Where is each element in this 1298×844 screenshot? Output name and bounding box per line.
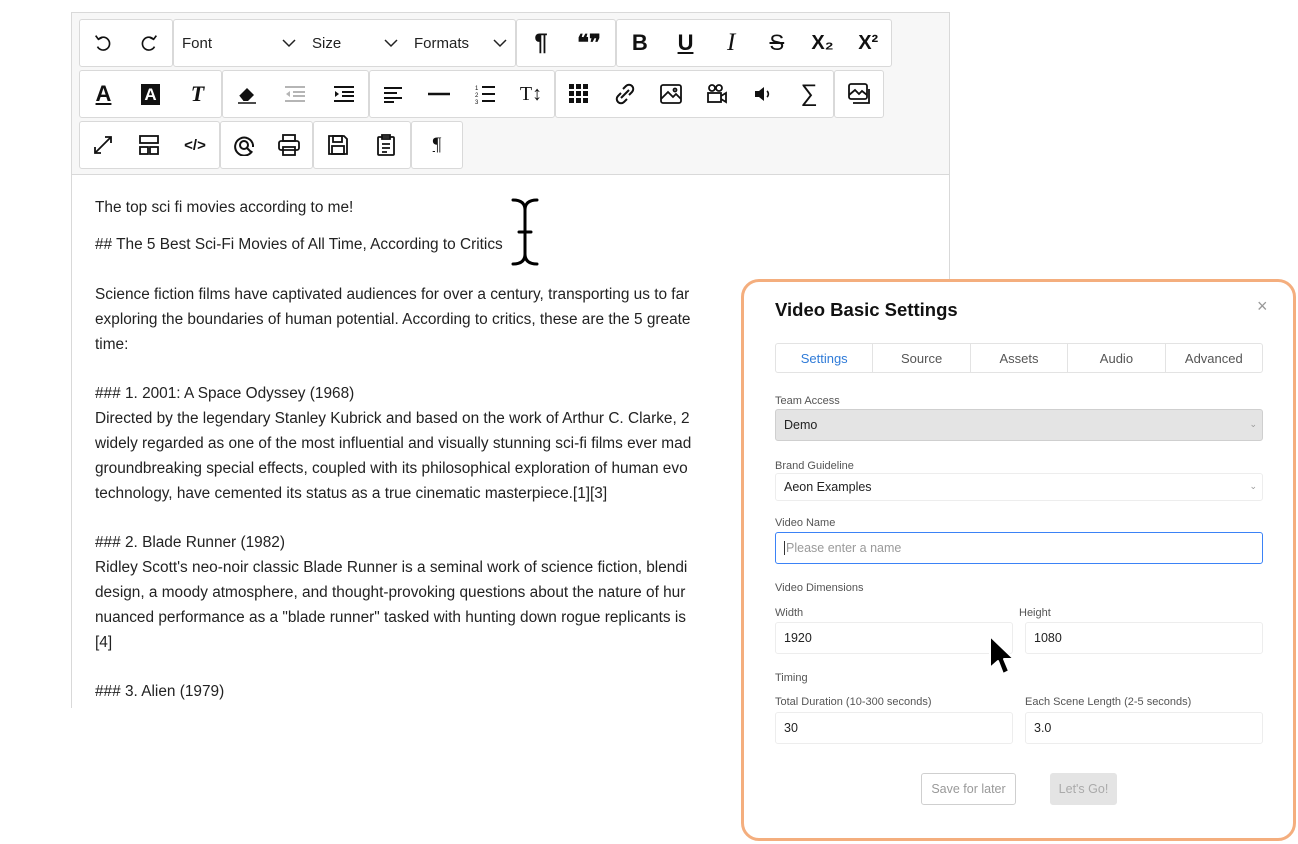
content-heading: ## The 5 Best Sci-Fi Movies of All Time, According to Critics <box>95 236 503 253</box>
highlight-color-icon[interactable] <box>127 71 174 117</box>
text-style-icon[interactable]: T <box>190 81 205 106</box>
brand-guideline-label: Brand Guideline <box>775 460 854 472</box>
tab-audio[interactable]: Audio <box>1068 344 1165 372</box>
formats-dropdown-label: Formats <box>414 34 470 52</box>
content-heading: ### 3. Alien (1979) <box>95 683 225 700</box>
scene-length-value: 3.0 <box>1034 721 1052 735</box>
dialog-title: Video Basic Settings <box>775 299 958 320</box>
mouse-pointer-icon <box>988 634 1016 683</box>
brand-guideline-select[interactable] <box>775 473 1263 501</box>
code-view-icon[interactable]: </> <box>184 136 206 154</box>
width-label: Width <box>775 607 804 619</box>
font-dropdown[interactable] <box>174 20 304 66</box>
brand-guideline-value: Aeon Examples <box>784 480 872 494</box>
close-icon[interactable]: × <box>1257 296 1268 316</box>
strikethrough-icon[interactable]: S <box>769 30 785 55</box>
height-value: 1080 <box>1034 631 1062 645</box>
italic-icon[interactable]: I <box>727 29 736 56</box>
settings-tabs <box>775 343 1263 373</box>
redo-icon[interactable] <box>126 20 172 66</box>
content-line: exploring the boundaries of human potential. According to critics, these are the 5 greate <box>95 311 691 328</box>
formats-dropdown[interactable] <box>406 20 515 66</box>
font-color-icon[interactable]: A <box>95 81 112 106</box>
outdent-icon[interactable] <box>271 71 319 117</box>
size-dropdown-label: Size <box>312 34 342 52</box>
svg-text:3: 3 <box>475 100 479 104</box>
svg-text:1: 1 <box>475 86 479 92</box>
team-access-select[interactable] <box>775 409 1263 441</box>
video-icon[interactable] <box>694 71 740 117</box>
content-line: Ridley Scott's neo-noir classic Blade Runner is a seminal work of science fiction, blendi <box>95 559 688 576</box>
content-line: Science fiction films have captivated audiences for over a century, transporting us to far <box>95 286 690 303</box>
team-access-value: Demo <box>784 418 818 432</box>
width-input[interactable] <box>775 622 1013 654</box>
svg-text:2: 2 <box>475 93 479 99</box>
size-dropdown[interactable] <box>304 20 406 66</box>
highlight-color-letter: A <box>141 84 159 105</box>
line-height-icon[interactable]: T↕ <box>519 82 543 105</box>
subscript-icon[interactable]: X₂ <box>811 31 834 54</box>
content-heading: ### 1. 2001: A Space Odyssey (1968) <box>95 385 355 402</box>
paragraph-direction-icon[interactable]: ¶ <box>432 134 442 155</box>
audio-icon[interactable] <box>740 71 786 117</box>
image-gallery-icon[interactable] <box>835 71 883 117</box>
total-duration-input[interactable] <box>775 712 1013 744</box>
chevron-down-icon <box>493 35 507 52</box>
align-left-icon[interactable] <box>370 71 416 117</box>
math-formula-icon[interactable]: ∑ <box>800 80 818 107</box>
content-line: nuanced performance as a "blade runner" tasked with hunting down rogue replicants is <box>95 609 686 626</box>
content-line: [4] <box>95 634 113 651</box>
table-icon[interactable] <box>556 71 602 117</box>
underline-icon[interactable]: U <box>677 30 694 55</box>
paragraph-icon[interactable]: ¶ <box>534 29 548 56</box>
chevron-down-icon <box>384 35 398 52</box>
timing-label: Timing <box>775 672 808 684</box>
tab-advanced[interactable]: Advanced <box>1184 350 1243 366</box>
template-icon[interactable] <box>362 122 410 168</box>
indent-icon[interactable] <box>320 71 368 117</box>
tab-settings[interactable]: Settings <box>776 344 873 372</box>
content-line: groundbreaking special effects, coupled with its philosophical exploration of human evo <box>95 460 688 477</box>
video-name-placeholder: Please enter a name <box>786 541 902 555</box>
editor-toolbar <box>72 13 949 175</box>
fullscreen-icon[interactable] <box>80 122 126 168</box>
content-line: technology, have cemented its status as a true cinematic masterpiece.[1][3] <box>95 485 608 502</box>
show-blocks-icon[interactable] <box>126 122 172 168</box>
chevron-down-icon: ⌄ <box>1249 419 1257 429</box>
chevron-down-icon <box>282 35 296 52</box>
content-heading: ### 2. Blade Runner (1982) <box>95 534 285 551</box>
video-name-label: Video Name <box>775 517 836 529</box>
tab-assets[interactable]: Assets <box>971 344 1068 372</box>
save-for-later-button[interactable]: Save for later <box>921 773 1016 805</box>
content-line: design, a moody atmosphere, and thought-provoking questions about the nature of hur <box>95 584 686 601</box>
bold-icon[interactable]: B <box>631 30 648 55</box>
height-label: Height <box>1019 607 1051 619</box>
scene-length-input[interactable] <box>1025 712 1263 744</box>
link-icon[interactable] <box>602 71 648 117</box>
blockquote-icon[interactable]: ❝❞ <box>577 30 601 55</box>
text-cursor-icon <box>505 196 545 273</box>
height-input[interactable] <box>1025 622 1263 654</box>
font-dropdown-label: Font <box>182 34 213 52</box>
undo-icon[interactable] <box>80 20 126 66</box>
video-dimensions-label: Video Dimensions <box>775 582 864 594</box>
content-line: widely regarded as one of the most influential and visually stunning sci-fi films ever mad <box>95 435 692 452</box>
video-settings-dialog <box>741 279 1296 841</box>
numbered-list-icon[interactable] <box>462 71 508 117</box>
total-duration-value: 30 <box>784 721 798 735</box>
tab-source[interactable]: Source <box>873 344 970 372</box>
superscript-icon[interactable]: X² <box>858 31 879 54</box>
chevron-down-icon: ⌄ <box>1249 481 1257 491</box>
team-access-label: Team Access <box>775 395 840 407</box>
lets-go-button[interactable]: Let's Go! <box>1050 773 1117 805</box>
save-icon[interactable] <box>314 122 362 168</box>
horizontal-line-icon[interactable] <box>416 71 462 117</box>
content-line: time: <box>95 336 129 353</box>
input-caret <box>784 541 785 555</box>
video-name-input[interactable] <box>775 532 1263 564</box>
content-line: The top sci fi movies according to me! <box>95 199 354 216</box>
print-icon[interactable] <box>267 122 313 168</box>
preview-icon[interactable] <box>221 122 267 168</box>
total-duration-label: Total Duration (10-300 seconds) <box>775 696 932 708</box>
eraser-icon[interactable] <box>223 71 271 117</box>
width-value: 1920 <box>784 631 812 645</box>
scene-length-label: Each Scene Length (2-5 seconds) <box>1025 696 1192 708</box>
content-line: Directed by the legendary Stanley Kubrick and based on the work of Arthur C. Clarke, 2 <box>95 410 690 427</box>
image-icon[interactable] <box>648 71 694 117</box>
